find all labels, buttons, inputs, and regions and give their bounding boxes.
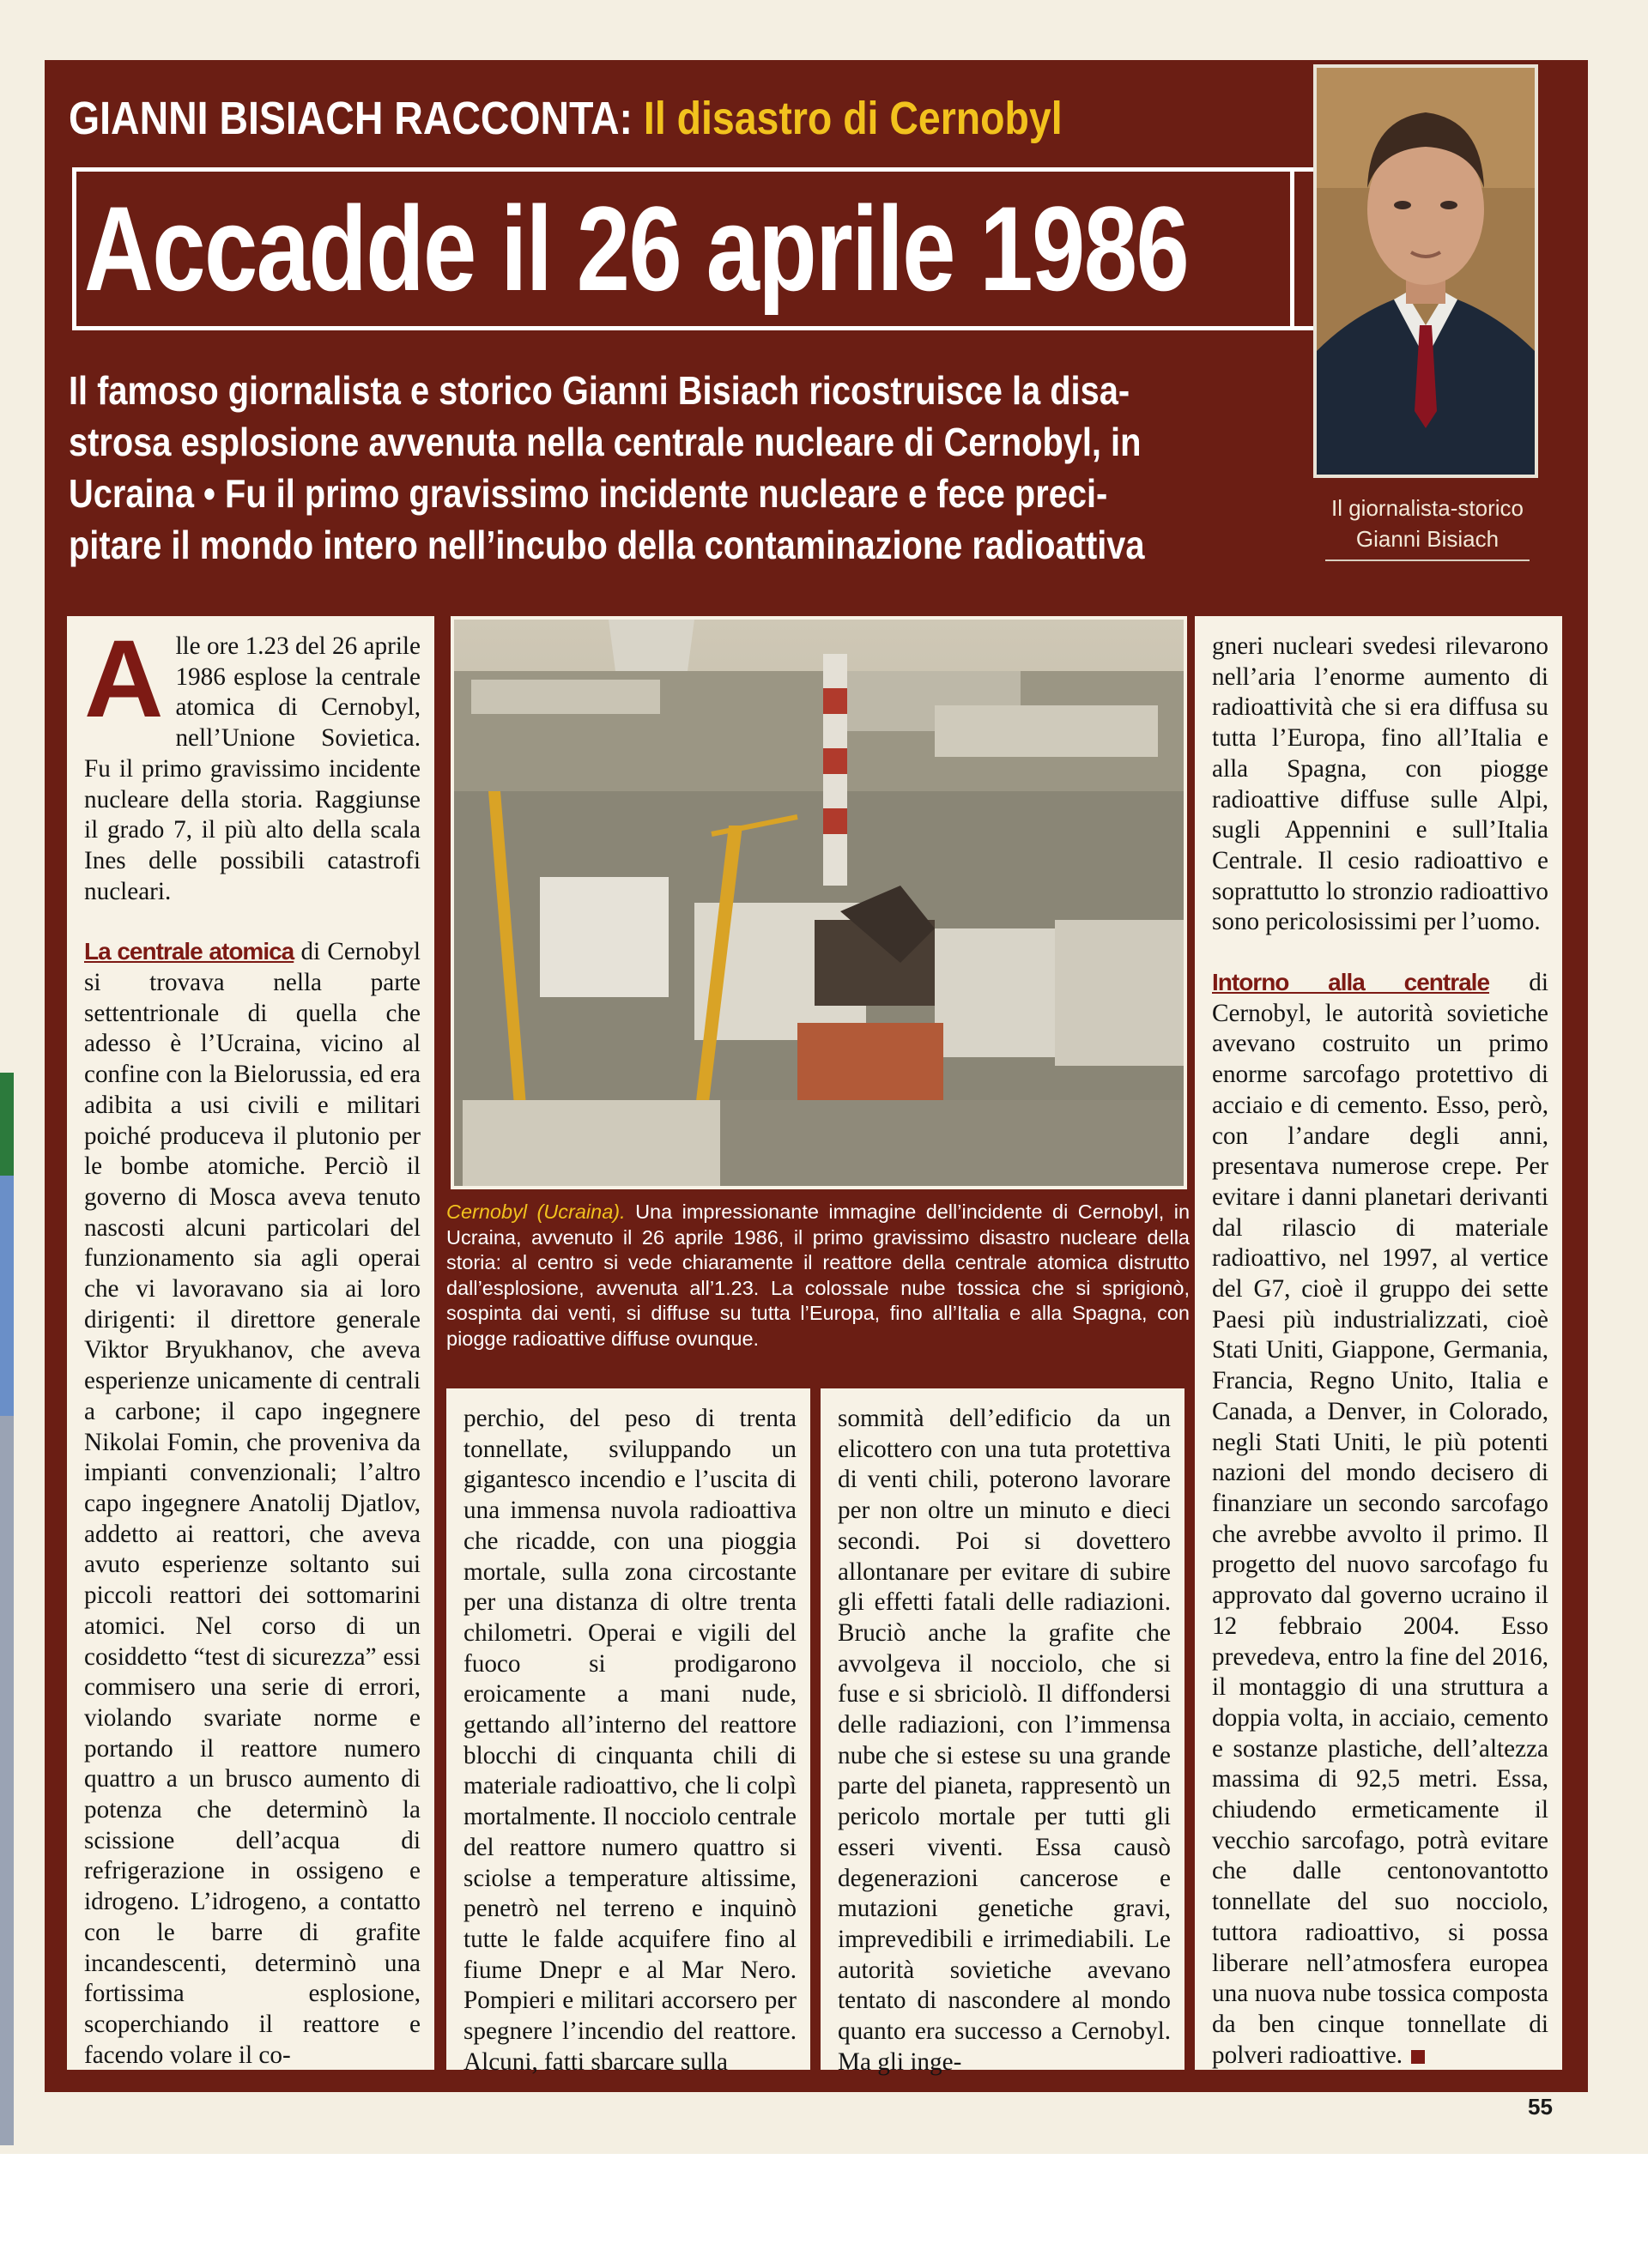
author-portrait xyxy=(1313,64,1538,478)
caption-location: Cernobyl (Ucraina). xyxy=(446,1201,626,1223)
chernobyl-photo xyxy=(451,616,1187,1189)
paragraph: lle ore 1.23 del 26 aprile 1986 esplose la centrale atomica di Cernobyl, nell’Unione Sovietica. Fu il primo gravissimo incidente nucleare della storia. Raggiunse il grado 7, il più alto della scala Ines delle possibili catastrofi nucleari. xyxy=(84,632,421,905)
section-lead: Intorno alla centrale xyxy=(1212,969,1490,996)
article-column-2 xyxy=(446,1388,810,2076)
paragraph: gneri nucleari svedesi rilevarono nell’aria l’enorme aumento di radioattività che si era diffusa su tutta l’Europa, fino all’Italia e alla Spagna, con piogge radioattive diffuse sulle Alpi, sugli Appennini e sull’Italia Centrale. Il cesio radioattivo e soprattutto lo stronzio radioattivo sono pericolosissimi per l’uomo. xyxy=(1212,632,1548,936)
page-number: 55 xyxy=(1528,2094,1553,2120)
standfirst xyxy=(69,365,1346,571)
article-column-3 xyxy=(821,1388,1184,2076)
caption-text: Una impressionante immagine dell’incidente di Cernobyl, in Ucraina, avvenuto il 26 aprile 1986, il primo gravissimo disastro nucleare della storia: al centro si vede chiaramente il reattore della centrale atomica distrutto dall’esplosione, avvenuta all’1.23. La colossale nube tossica che si sprigionò, sospinta dai venti, si diffuse su tutta l’Europa, fino all’Italia e alla Spagna, con piogge radioattive diffuse ovunque. xyxy=(446,1201,1191,1350)
adjacent-page-edge xyxy=(0,1073,14,2145)
paragraph: di Cernobyl si trovava nella parte settentrionale di quella che adesso è l’Ucraina, vicino al confine con la Bielorussia, ed era adibita a usi civili e militari poiché produceva il plutonio per le bombe atomiche. Perciò il governo di Mosca aveva tenuto nascosti alcuni particolari del funzionamento sia agli operai che vi lavoravano sia ai loro dirigenti: il direttore generale Viktor Bryukhanov, che aveva esperienze unicamente di centrali a carbone; il capo ingegnere Nikolai Fomin, che proveniva da impianti convenzionali; l’altro capo ingegnere Anatolij Djatlov, addetto ai reattori, che aveva avuto esperienze soltanto sui piccoli reattori dei sottomarini atomici. Nel corso di un cosiddetto “test di sicurezza” essi commisero una serie di errori, violando svariate norme e portando il reattore numero quattro a un brusco aumento di potenza che determinò la scissione dell’acqua di refrigerazione in ossigeno e idrogeno. L’idrogeno, a contatto con le barre di grafite incandescenti, determinò una fortissima esplosione, scoperchiando il reattore e facendo volare il co- xyxy=(84,938,421,2069)
end-mark xyxy=(1411,2050,1425,2064)
standfirst-line: Ucraina • Fu il primo gravissimo incidente nucleare e fece preci- xyxy=(69,471,1108,516)
portrait-caption-line: Il giornalista-storico xyxy=(1331,495,1524,521)
kicker-topic: Il disastro di Cernobyl xyxy=(643,93,1063,144)
portrait-caption-line: Gianni Bisiach xyxy=(1355,526,1500,552)
kicker-name: GIANNI BISIACH RACCONTA: xyxy=(69,93,633,144)
drop-cap: A xyxy=(84,618,164,741)
standfirst-line: strosa esplosione avvenuta nella centrale nucleare di Cernobyl, in xyxy=(69,420,1142,464)
kicker xyxy=(69,84,1063,153)
article-column-4 xyxy=(1195,616,1562,2070)
portrait-caption xyxy=(1301,493,1554,561)
paragraph: di Cernobyl, le autorità sovietiche avevano costruito un primo enorme sarcofago protettivo di acciaio e di cemento. Esso, però, con l’andare degli anni, presentava numerose crepe. Per evitare i danni planetari derivanti dal rilascio di materiale radioattivo, nel 1997, al vertice del G7, cioè il gruppo dei sette Paesi più industrializzati, cioè Stati Uniti, Giappone, Germania, Francia, Regno Unito, Italia e Canada, a Denver, in Colorado, negli Stati Uniti, le più potenti nazioni del mondo decisero di finanziare un secondo sarcofago che avrebbe avvolto il primo. Il progetto del nuovo sarcofago fu approvato dal governo ucraino il 12 febbraio 2004. Esso prevedeva, entro la fine del 2016, il montaggio di una struttura a doppia volta, in acciaio, cemento e sostanze plastiche, dell’altezza massima di 92,5 metri. Essa, chiudendo ermeticamente il vecchio sarcofago, potrà evitare che dalle centonovantotto tonnellate del suo nocciolo, tuttora radioattivo, si possa liberare nell’atmosfera europea una nuova nube tossica composta da ben cinque tonnellate di polveri radioattive. xyxy=(1212,969,1549,2069)
section-lead: La centrale atomica xyxy=(84,938,294,965)
standfirst-line: Il famoso giornalista e storico Gianni Bisiach ricostruisce la disa- xyxy=(69,368,1130,413)
paragraph: sommità dell’edificio da un elicottero con una tuta protettiva di venti chili, poterono lavorare per non oltre un minuto e dieci secondi. Poi si dovettero allontanare per evitare di subire gli effetti fatali delle radiazioni. Bruciò anche la grafite che avvolgeva il nocciolo, che si fuse e si sbriciolò. Il diffondersi delle radiazioni, con l’immensa nube che si estese su una grande parte del pianeta, rappresentò un pericolo mortale per tutti gli esseri viventi. Essa causò degenerazioni cancerose e mutazioni genetiche gravi, imprevedibili e irrimediabili. Le autorità sovietiche avevano tentato di nascondere al mondo quanto era successo a Cernobyl. Ma gli inge- xyxy=(838,1405,1171,2076)
caption-rule xyxy=(1325,559,1530,561)
article-column-1 xyxy=(67,616,434,2070)
photo-caption xyxy=(446,1200,1190,1352)
page-title: Accadde il 26 aprile 1986 xyxy=(84,181,1189,316)
paragraph: perchio, del peso di trenta tonnellate, sviluppando un gigantesco incendio e l’uscita di una immensa nuvola radioattiva che ricadde, con una pioggia mortale, sulla zona circostante per una distanza di oltre trenta chilometri. Operai e vigili del fuoco si prodigarono eroicamente a mani nude, gettando all’interno del reattore blocchi di cinquanta chili di materiale radioattivo, che li colpì mortalmente. Il nocciolo centrale del reattore numero quattro si sciolse a temperature altissime, penetrò nel terreno e inquinò tutte le falde acquifere fino al fiume Dnepr e al Mar Nero. Pompieri e militari accorsero per spegnere l’incendio del reattore. Alcuni, fatti sbarcare sulla xyxy=(464,1405,797,2076)
standfirst-line: pitare il mondo intero nell’incubo della contaminazione radioattiva xyxy=(69,523,1145,567)
